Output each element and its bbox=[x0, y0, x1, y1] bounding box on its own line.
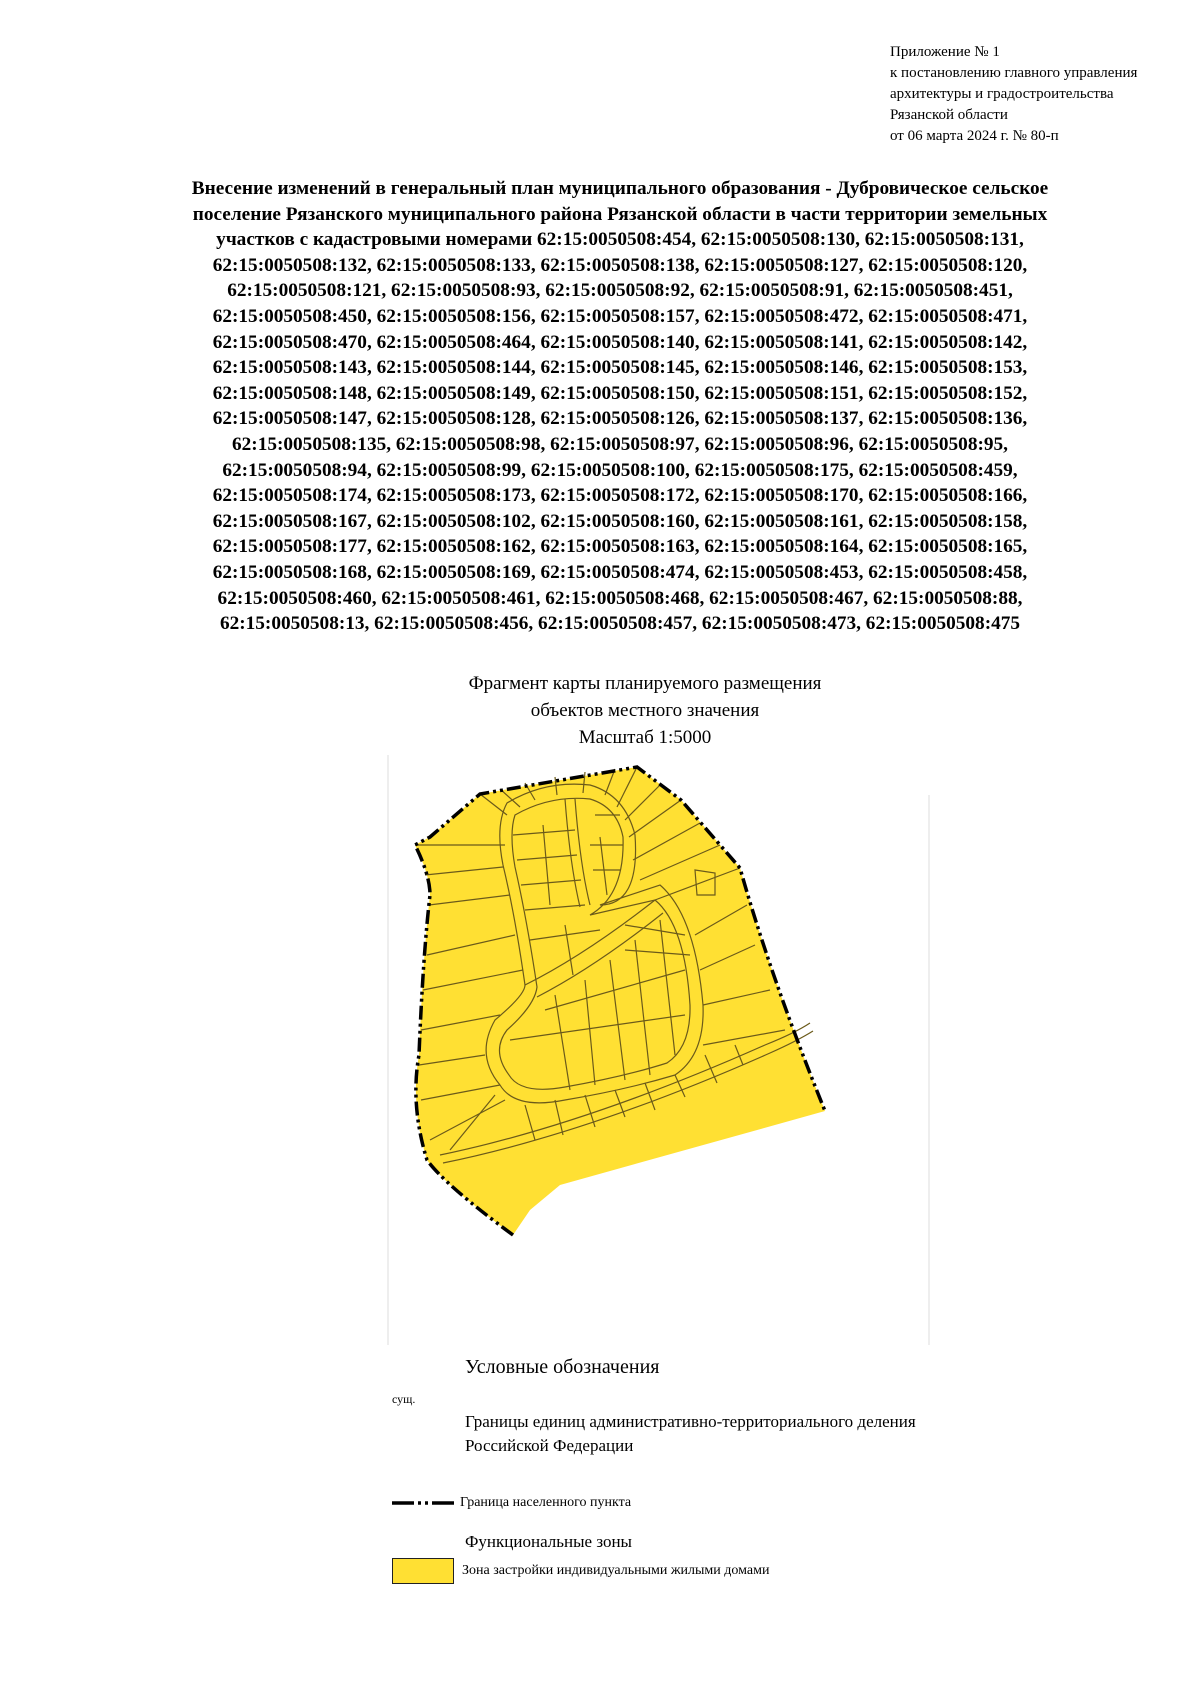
document-title bbox=[120, 176, 1120, 637]
map-fragment bbox=[385, 755, 935, 1355]
legend-existing-label: сущ. bbox=[392, 1392, 416, 1406]
residential-zone-area bbox=[415, 767, 825, 1235]
title-line: участков с кадастровыми номерами 62:15:0050508:454, 62:15:0050508:130, 62:15:0050508:131, bbox=[216, 229, 1024, 251]
map-caption-line: объектов местного значения bbox=[530, 700, 760, 721]
map-svg bbox=[385, 755, 935, 1355]
settlement-boundary-swatch bbox=[392, 1498, 454, 1508]
legend-settlement-boundary-label: Граница населенного пункта bbox=[460, 1495, 632, 1510]
title-line: 62:15:0050508:147, 62:15:0050508:128, 62:15:0050508:126, 62:15:0050508:137, 62:15:0050508:136, bbox=[212, 408, 1028, 430]
appendix-line: от 06 марта 2024 г. № 80-п bbox=[890, 128, 1059, 144]
title-line: 62:15:0050508:450, 62:15:0050508:156, 62:15:0050508:157, 62:15:0050508:472, 62:15:0050508:471, bbox=[212, 305, 1028, 327]
title-line: 62:15:0050508:167, 62:15:0050508:102, 62:15:0050508:160, 62:15:0050508:161, 62:15:0050508:158, bbox=[212, 510, 1028, 532]
legend-item-settlement-boundary bbox=[392, 1495, 631, 1511]
title-line: 62:15:0050508:143, 62:15:0050508:144, 62:15:0050508:145, 62:15:0050508:146, 62:15:0050508:153, bbox=[212, 357, 1028, 379]
title-line: 62:15:0050508:121, 62:15:0050508:93, 62:15:0050508:92, 62:15:0050508:91, 62:15:0050508:451, bbox=[227, 280, 1013, 302]
appendix-line: Приложение № 1 bbox=[890, 44, 1000, 60]
appendix-line: архитектуры и градостроительства bbox=[890, 86, 1114, 102]
legend-zones-title: Функциональные зоны bbox=[465, 1532, 632, 1551]
appendix-line: к постановлению главного управления bbox=[890, 65, 1138, 81]
title-line: поселение Рязанского муниципального района Рязанской области в части территории земельных bbox=[192, 203, 1048, 225]
appendix-line: Рязанской области bbox=[890, 107, 1008, 123]
legend-residential-zone-label: Зона застройки индивидуальными жилыми домами bbox=[462, 1563, 770, 1578]
appendix-header bbox=[890, 42, 1190, 147]
legend-admin-boundaries-title: Границы единиц административно-территориального деления Российской Федерации bbox=[465, 1412, 916, 1455]
title-line: 62:15:0050508:148, 62:15:0050508:149, 62:15:0050508:150, 62:15:0050508:151, 62:15:0050508:152, bbox=[212, 382, 1028, 404]
residential-zone-swatch bbox=[392, 1558, 454, 1584]
title-line: 62:15:0050508:470, 62:15:0050508:464, 62:15:0050508:140, 62:15:0050508:141, 62:15:0050508:142, bbox=[212, 331, 1028, 353]
title-line: 62:15:0050508:177, 62:15:0050508:162, 62:15:0050508:163, 62:15:0050508:164, 62:15:0050508:165, bbox=[212, 536, 1028, 558]
title-line: 62:15:0050508:132, 62:15:0050508:133, 62:15:0050508:138, 62:15:0050508:127, 62:15:0050508:120, bbox=[212, 254, 1028, 276]
title-line: 62:15:0050508:13, 62:15:0050508:456, 62:15:0050508:457, 62:15:0050508:473, 62:15:0050508:475 bbox=[219, 613, 1021, 635]
title-line: Внесение изменений в генеральный план муниципального образования - Дубровическое сельское bbox=[191, 178, 1049, 199]
title-line: 62:15:0050508:168, 62:15:0050508:169, 62:15:0050508:474, 62:15:0050508:453, 62:15:0050508:458, bbox=[212, 561, 1028, 583]
map-caption-line: Фрагмент карты планируемого размещения bbox=[468, 673, 822, 694]
map-caption-line: Масштаб 1:5000 bbox=[578, 727, 712, 748]
title-line: 62:15:0050508:94, 62:15:0050508:99, 62:15:0050508:100, 62:15:0050508:175, 62:15:0050508:459, bbox=[222, 459, 1018, 481]
title-line: 62:15:0050508:135, 62:15:0050508:98, 62:15:0050508:97, 62:15:0050508:96, 62:15:0050508:95, bbox=[232, 433, 1008, 455]
title-line: 62:15:0050508:174, 62:15:0050508:173, 62:15:0050508:172, 62:15:0050508:170, 62:15:0050508:166, bbox=[212, 485, 1028, 507]
legend-title: Условные обозначения bbox=[465, 1356, 660, 1378]
title-line: 62:15:0050508:460, 62:15:0050508:461, 62:15:0050508:468, 62:15:0050508:467, 62:15:0050508:88, bbox=[217, 587, 1023, 609]
legend-item-residential-zone bbox=[392, 1558, 769, 1584]
map-caption bbox=[300, 670, 990, 751]
